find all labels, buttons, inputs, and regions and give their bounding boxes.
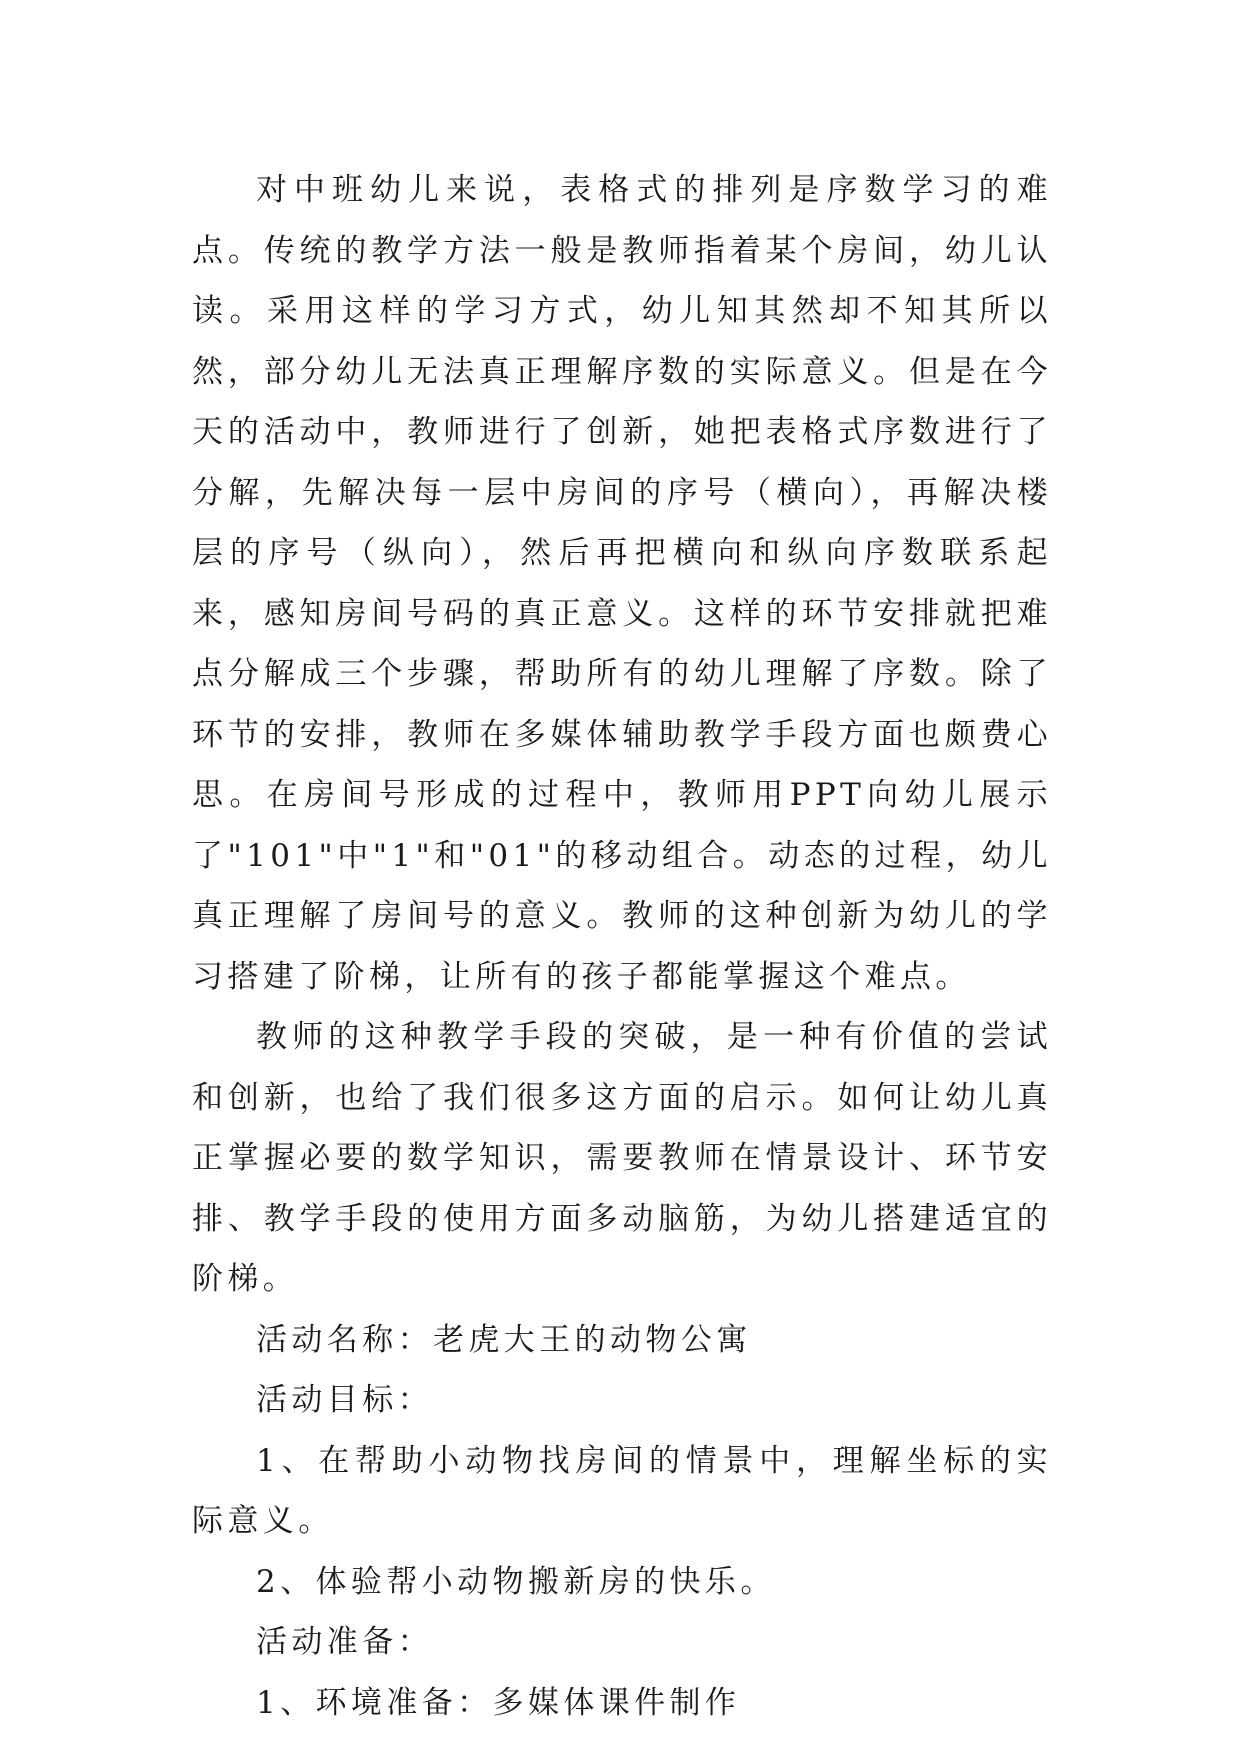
goals-heading: 活动目标： <box>256 1382 433 1418</box>
paragraph-reflection: 对中班幼儿来说，表格式的排列是序数学习的难点。传统的教学方法一般是教师指着某个房间，幼儿认读。采用这样的学习方式，幼儿知其然却不知其所以然，部分幼儿无法真正理解序数的实际意义。但是在今天的活动中，教师进行了创新，她把表格式序数进行了分解，先解决每一层中房间的序号（横向），再解决楼层的序号（纵向），然后再把横向和纵向序数联系起来，感知房间号码的真正意义。这样的环节安排就把难点分解成三个步骤，帮助所有的幼儿理解了序数。除了环节的安排，教师在多媒体辅助教学手段方面也颇费心思。在房间号形成的过程中，教师用PPT向幼儿展示了"101"中"1"和"01"的移动组合。动态的过程，幼儿真正理解了房间号的意义。教师的这种创新为幼儿的学习搭建了阶梯，让所有的孩子都能掌握这个难点。 <box>192 172 1052 995</box>
activity-name: 活动名称：老虎大王的动物公寓 <box>256 1321 752 1358</box>
prep-heading: 活动准备： <box>256 1624 433 1660</box>
prep-item: 1、环境准备：多媒体课件制作 <box>256 1684 741 1721</box>
goal-item: 1、在帮助小动物找房间的情景中，理解坐标的实际意义。 <box>192 1442 1052 1539</box>
document-page <box>192 160 1052 1733</box>
paragraph-conclusion: 教师的这种教学手段的突破，是一种有价值的尝试和创新，也给了我们很多这方面的启示。如何让幼儿真正掌握必要的数学知识，需要教师在情景设计、环节安排、教学手段的使用方面多动脑筋，为幼儿搭建适宜的阶梯。 <box>192 1019 1052 1297</box>
goal-item: 2、体验帮小动物搬新房的快乐。 <box>256 1563 776 1600</box>
